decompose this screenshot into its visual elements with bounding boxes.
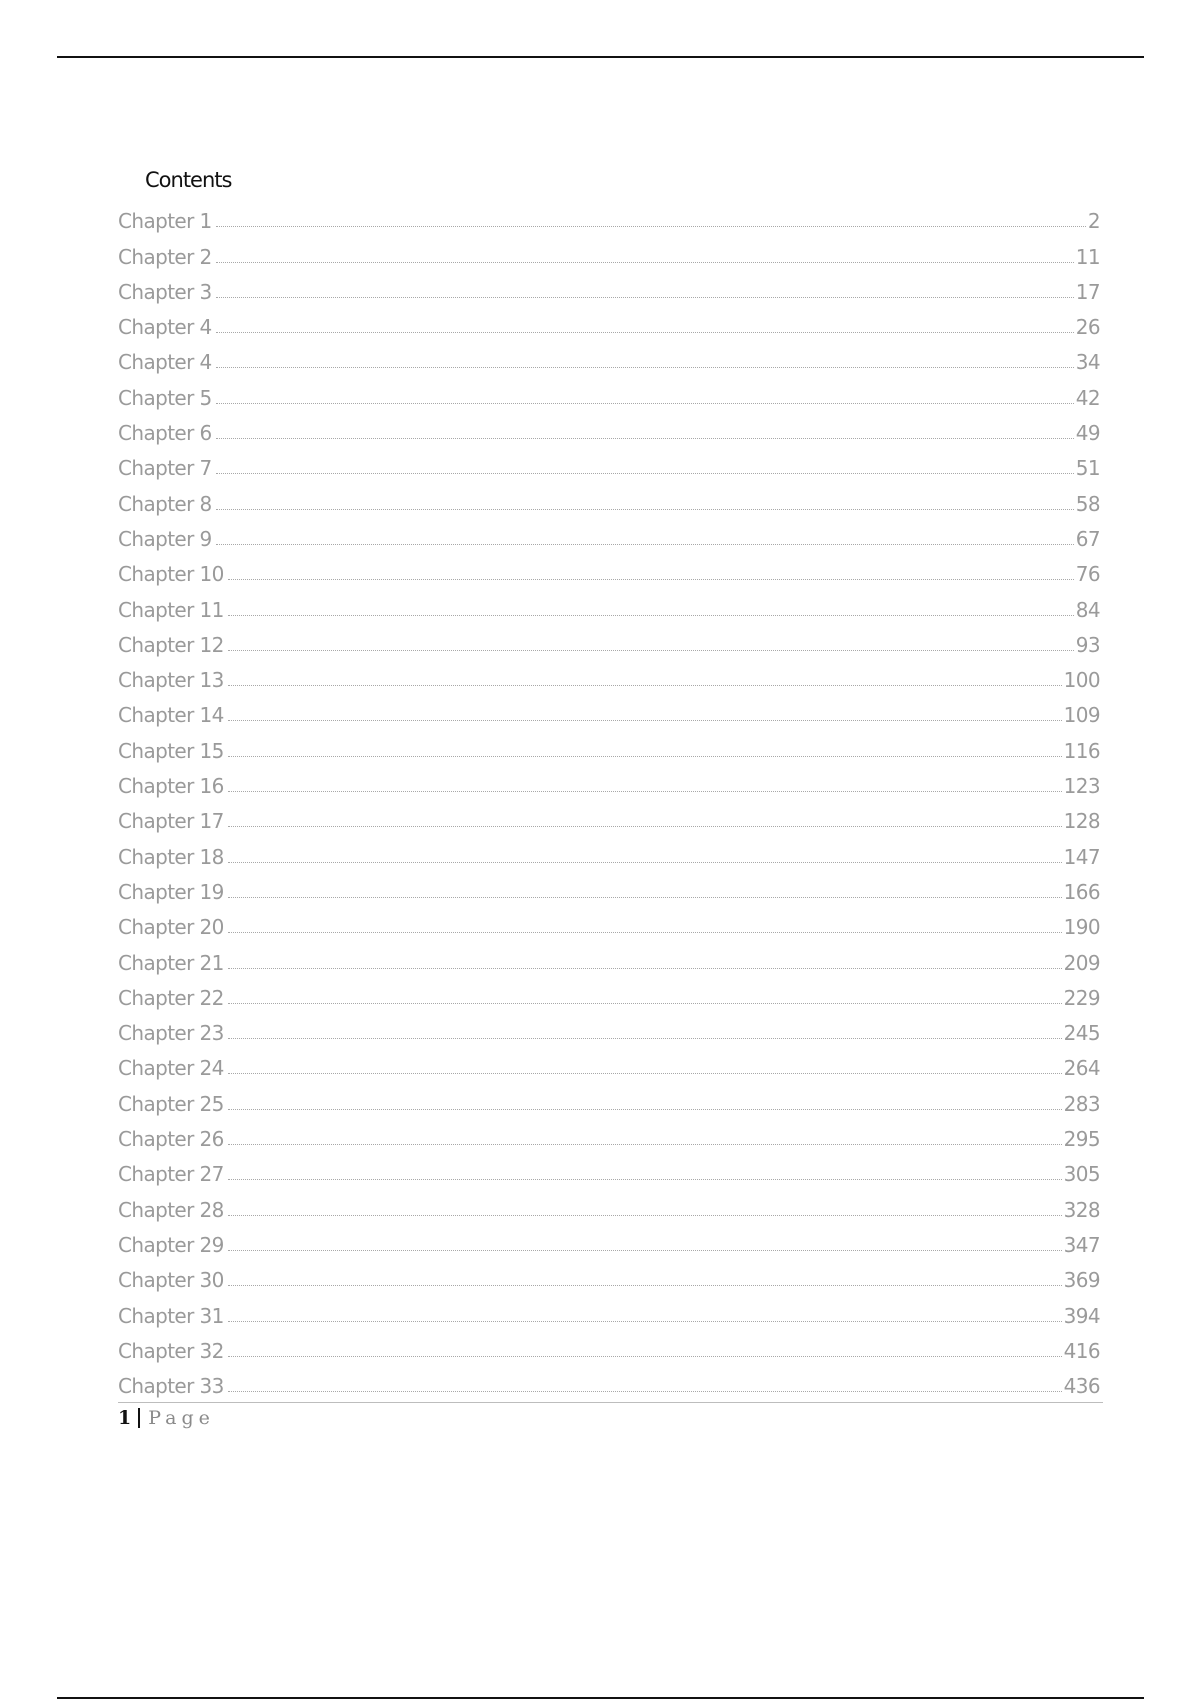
toc-entry-page: 34 xyxy=(1075,350,1100,375)
toc-entry[interactable] xyxy=(118,657,1100,692)
toc-entry-label: Chapter 23 xyxy=(118,1021,224,1046)
toc-entry-page: 416 xyxy=(1063,1338,1100,1363)
toc-dot-leader xyxy=(228,1356,1062,1357)
toc-entry-page: 2 xyxy=(1087,209,1100,234)
toc-entry-label: Chapter 19 xyxy=(118,879,224,904)
toc-entry-label: Chapter 2 xyxy=(118,244,212,269)
toc-entry-page: 166 xyxy=(1063,879,1100,904)
header-rule xyxy=(57,56,1144,58)
toc-entry[interactable] xyxy=(118,939,1100,974)
toc-dot-leader xyxy=(228,1073,1062,1074)
toc-entry-label: Chapter 20 xyxy=(118,915,224,940)
toc-entry-label: Chapter 11 xyxy=(118,597,224,622)
toc-dot-leader xyxy=(228,1144,1062,1145)
footer-page-label: Page xyxy=(148,1407,215,1429)
toc-entry-page: 147 xyxy=(1063,844,1100,869)
toc-entry-page: 67 xyxy=(1075,526,1100,551)
toc-entry-page: 347 xyxy=(1063,1232,1100,1257)
toc-entry-page: 42 xyxy=(1075,385,1100,410)
toc-title: Contents xyxy=(145,168,232,192)
footer-page-number: 1 xyxy=(118,1407,132,1429)
toc-entry-label: Chapter 9 xyxy=(118,526,212,551)
toc-entry[interactable] xyxy=(118,622,1100,657)
toc-entry-label: Chapter 6 xyxy=(118,421,212,446)
toc-entry-page: 436 xyxy=(1063,1374,1100,1399)
toc-entry-page: 305 xyxy=(1063,1162,1100,1187)
toc-entry-page: 283 xyxy=(1063,1091,1100,1116)
toc-entry-label: Chapter 24 xyxy=(118,1056,224,1081)
toc-dot-leader xyxy=(216,403,1074,404)
toc-dot-leader xyxy=(228,579,1074,580)
toc-entry[interactable] xyxy=(118,833,1100,868)
toc-entry-page: 76 xyxy=(1075,562,1100,587)
toc-entry-label: Chapter 25 xyxy=(118,1091,224,1116)
toc-entry[interactable] xyxy=(118,1328,1100,1363)
toc-dot-leader xyxy=(228,1038,1062,1039)
toc-entry-label: Chapter 8 xyxy=(118,491,212,516)
toc-entry-label: Chapter 29 xyxy=(118,1232,224,1257)
toc-entry[interactable] xyxy=(118,869,1100,904)
toc-entry[interactable] xyxy=(118,1186,1100,1221)
toc-dot-leader xyxy=(216,438,1074,439)
toc-dot-leader xyxy=(228,1215,1062,1216)
toc-dot-leader xyxy=(216,509,1074,510)
toc-entry[interactable] xyxy=(118,1257,1100,1292)
toc-dot-leader xyxy=(228,968,1062,969)
toc-entry[interactable] xyxy=(118,198,1100,233)
toc-entry[interactable] xyxy=(118,445,1100,480)
toc-entry[interactable] xyxy=(118,763,1100,798)
toc-dot-leader xyxy=(216,367,1074,368)
toc-entry-page: 229 xyxy=(1063,985,1100,1010)
toc-entry-page: 190 xyxy=(1063,915,1100,940)
toc-dot-leader xyxy=(228,685,1062,686)
toc-entry-label: Chapter 13 xyxy=(118,668,224,693)
toc-dot-leader xyxy=(228,826,1062,827)
toc-dot-leader xyxy=(216,262,1074,263)
footer-rule xyxy=(118,1402,1103,1403)
toc-entry[interactable] xyxy=(118,516,1100,551)
toc-entry-page: 93 xyxy=(1075,632,1100,657)
toc-entry-label: Chapter 31 xyxy=(118,1303,224,1328)
toc-entry[interactable] xyxy=(118,1292,1100,1327)
toc-dot-leader xyxy=(216,297,1074,298)
toc-entry-label: Chapter 30 xyxy=(118,1268,224,1293)
toc-entry-page: 26 xyxy=(1075,315,1100,340)
toc-entry-page: 84 xyxy=(1075,597,1100,622)
toc-entry-label: Chapter 12 xyxy=(118,632,224,657)
toc-list xyxy=(118,198,1100,1398)
toc-dot-leader xyxy=(228,615,1074,616)
toc-entry[interactable] xyxy=(118,692,1100,727)
toc-dot-leader xyxy=(228,862,1062,863)
toc-entry-label: Chapter 22 xyxy=(118,985,224,1010)
toc-entry[interactable] xyxy=(118,1363,1100,1398)
toc-entry-page: 58 xyxy=(1075,491,1100,516)
toc-dot-leader xyxy=(216,226,1086,227)
toc-entry-page: 123 xyxy=(1063,774,1100,799)
toc-entry-label: Chapter 33 xyxy=(118,1374,224,1399)
toc-entry[interactable] xyxy=(118,1116,1100,1151)
toc-entry-page: 245 xyxy=(1063,1021,1100,1046)
toc-dot-leader xyxy=(228,756,1062,757)
toc-entry[interactable] xyxy=(118,904,1100,939)
toc-entry[interactable] xyxy=(118,339,1100,374)
toc-entry-label: Chapter 1 xyxy=(118,209,212,234)
toc-entry-page: 264 xyxy=(1063,1056,1100,1081)
toc-entry-page: 209 xyxy=(1063,950,1100,975)
toc-entry[interactable] xyxy=(118,1151,1100,1186)
toc-entry-page: 116 xyxy=(1063,738,1100,763)
toc-entry-label: Chapter 16 xyxy=(118,774,224,799)
toc-entry[interactable] xyxy=(118,410,1100,445)
toc-entry-page: 51 xyxy=(1075,456,1100,481)
toc-dot-leader xyxy=(228,1250,1062,1251)
toc-entry-page: 295 xyxy=(1063,1127,1100,1152)
toc-dot-leader xyxy=(228,1321,1062,1322)
toc-entry[interactable] xyxy=(118,1010,1100,1045)
toc-entry-label: Chapter 27 xyxy=(118,1162,224,1187)
toc-entry-page: 17 xyxy=(1075,279,1100,304)
toc-dot-leader xyxy=(228,1391,1062,1392)
toc-entry[interactable] xyxy=(118,480,1100,515)
toc-entry[interactable] xyxy=(118,1222,1100,1257)
toc-entry-label: Chapter 32 xyxy=(118,1338,224,1363)
toc-entry[interactable] xyxy=(118,586,1100,621)
toc-entry[interactable] xyxy=(118,1045,1100,1080)
toc-entry[interactable] xyxy=(118,975,1100,1010)
toc-dot-leader xyxy=(228,932,1062,933)
toc-entry-label: Chapter 10 xyxy=(118,562,224,587)
toc-entry[interactable] xyxy=(118,798,1100,833)
toc-entry-label: Chapter 4 xyxy=(118,350,212,375)
toc-entry-label: Chapter 15 xyxy=(118,738,224,763)
toc-dot-leader xyxy=(228,897,1062,898)
toc-entry-page: 394 xyxy=(1063,1303,1100,1328)
footer-separator xyxy=(138,1408,140,1428)
toc-entry-label: Chapter 3 xyxy=(118,279,212,304)
toc-entry-page: 49 xyxy=(1075,421,1100,446)
toc-dot-leader xyxy=(228,1179,1062,1180)
toc-entry-label: Chapter 5 xyxy=(118,385,212,410)
toc-entry-page: 100 xyxy=(1063,668,1100,693)
toc-entry[interactable] xyxy=(118,304,1100,339)
toc-dot-leader xyxy=(216,544,1074,545)
toc-entry-label: Chapter 4 xyxy=(118,315,212,340)
toc-entry-label: Chapter 14 xyxy=(118,703,224,728)
toc-entry-label: Chapter 26 xyxy=(118,1127,224,1152)
toc-dot-leader xyxy=(228,1285,1062,1286)
toc-entry[interactable] xyxy=(118,374,1100,409)
toc-dot-leader xyxy=(228,1003,1062,1004)
toc-entry-page: 369 xyxy=(1063,1268,1100,1293)
toc-entry-label: Chapter 17 xyxy=(118,809,224,834)
toc-entry-page: 11 xyxy=(1075,244,1100,269)
toc-entry-label: Chapter 7 xyxy=(118,456,212,481)
toc-dot-leader xyxy=(228,791,1062,792)
toc-entry[interactable] xyxy=(118,233,1100,268)
page-footer xyxy=(118,1406,215,1430)
toc-entry-label: Chapter 28 xyxy=(118,1197,224,1222)
toc-dot-leader xyxy=(216,332,1074,333)
toc-entry[interactable] xyxy=(118,269,1100,304)
bottom-rule xyxy=(57,1697,1144,1699)
toc-entry[interactable] xyxy=(118,551,1100,586)
toc-dot-leader xyxy=(228,650,1074,651)
toc-entry[interactable] xyxy=(118,727,1100,762)
toc-entry-label: Chapter 18 xyxy=(118,844,224,869)
toc-dot-leader xyxy=(228,720,1062,721)
toc-entry[interactable] xyxy=(118,1080,1100,1115)
toc-entry-page: 109 xyxy=(1063,703,1100,728)
toc-dot-leader xyxy=(216,473,1074,474)
toc-entry-label: Chapter 21 xyxy=(118,950,224,975)
toc-dot-leader xyxy=(228,1109,1062,1110)
toc-entry-page: 128 xyxy=(1063,809,1100,834)
toc-entry-page: 328 xyxy=(1063,1197,1100,1222)
